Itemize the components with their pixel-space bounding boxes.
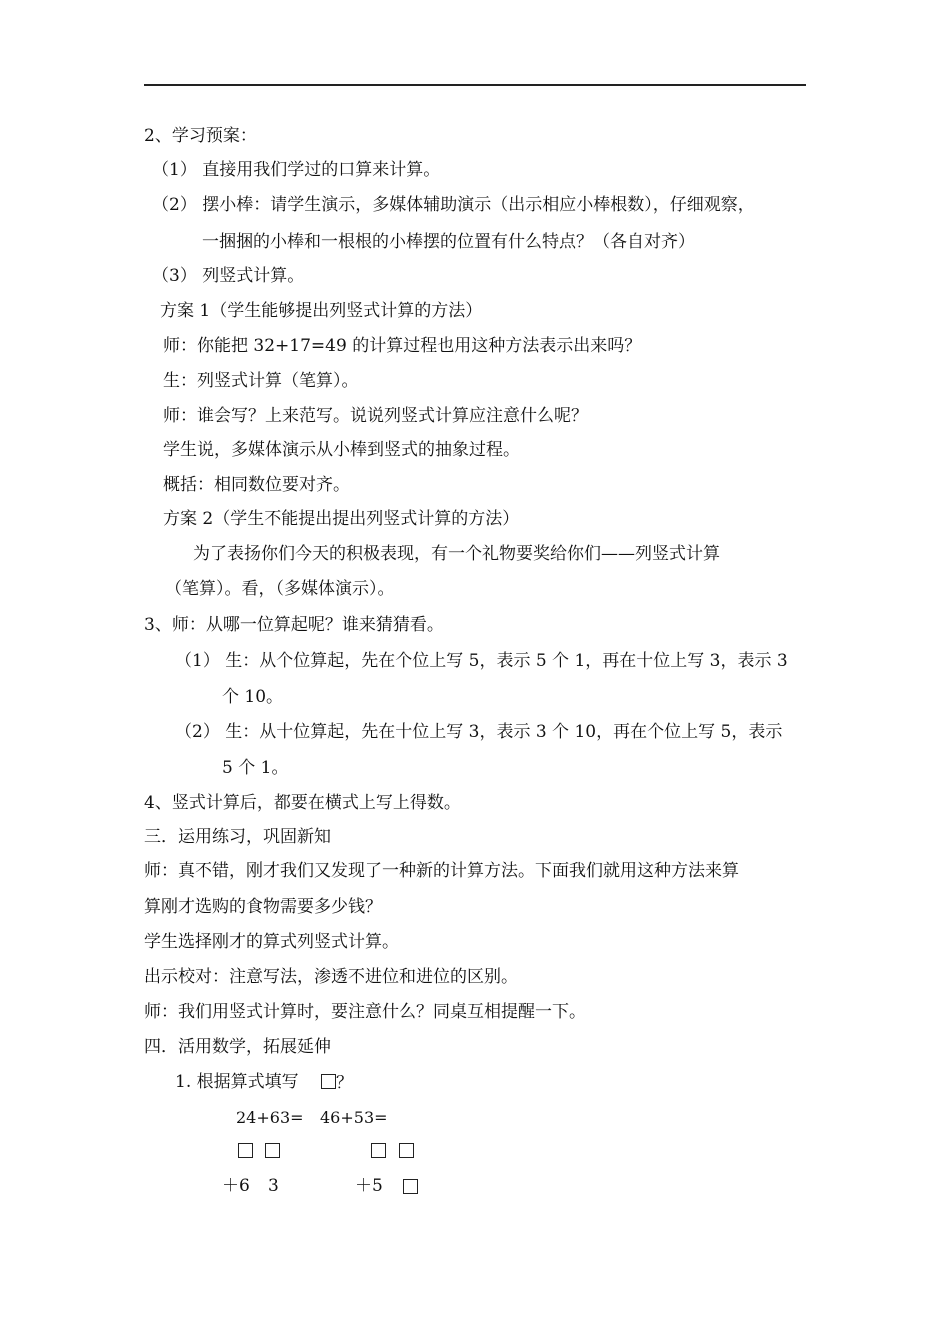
text-line: 师：真不错，刚才我们又发现了一种新的计算方法。下面我们就用这种方法来算 bbox=[144, 861, 739, 881]
addend-b: ＋5 bbox=[355, 1176, 383, 1196]
text-line: 方案 1（学生能够提出列竖式计算的方法） bbox=[160, 301, 483, 321]
text-line: （笔算）。看，（多媒体演示）。 bbox=[165, 579, 395, 599]
text-line: 学生选择刚才的算式列竖式计算。 bbox=[144, 932, 399, 952]
text-line: （1） 直接用我们学过的口算来计算。 bbox=[152, 160, 441, 180]
text-line: 1. 根据算式填写 bbox=[175, 1072, 299, 1092]
text-line: 方案 2（学生不能提出提出列竖式计算的方法） bbox=[163, 509, 520, 529]
text-line: 师：谁会写？上来范写。说说列竖式计算应注意什么呢？ bbox=[163, 406, 588, 426]
text-line: （2） 摆小棒：请学生演示，多媒体辅助演示（出示相应小棒根数），仔细观察， bbox=[152, 195, 755, 215]
text-line: 3、师：从哪一位算起呢？谁来猜猜看。 bbox=[144, 615, 444, 635]
blank-box-a-tens bbox=[238, 1143, 253, 1158]
text-line: 2、学习预案： bbox=[144, 126, 257, 146]
blank-box bbox=[321, 1074, 336, 1089]
text-line: 4、竖式计算后，都要在横式上写上得数。 bbox=[144, 793, 461, 813]
expression-2: 46+53= bbox=[320, 1108, 388, 1127]
text-line: 四．活用数学，拓展延伸 bbox=[144, 1037, 331, 1057]
blank-box-b-tens bbox=[371, 1143, 386, 1158]
text-line: （2） 生：从十位算起，先在十位上写 3，表示 3 个 10，再在个位上写 5，表示 bbox=[175, 722, 783, 742]
text-line: 三．运用练习，巩固新知 bbox=[144, 827, 331, 847]
text-line: （1） 生：从个位算起，先在个位上写 5，表示 5 个 1，再在十位上写 3，表示 3 bbox=[175, 651, 788, 671]
blank-box-addend-b-ones bbox=[403, 1179, 418, 1194]
expression-1: 24+63= bbox=[236, 1108, 304, 1127]
text-line: 出示校对：注意写法，渗透不进位和进位的区别。 bbox=[144, 967, 518, 987]
text-line: （3） 列竖式计算。 bbox=[152, 266, 305, 286]
blank-box-a-ones bbox=[265, 1143, 280, 1158]
header-rule bbox=[144, 84, 806, 86]
exercise-prompt-suffix: ？ bbox=[321, 1074, 353, 1092]
text-line: 生：列竖式计算（笔算）。 bbox=[163, 371, 359, 391]
text-line: 为了表扬你们今天的积极表现，有一个礼物要奖给你们——列竖式计算 bbox=[193, 544, 720, 564]
text-line: 师：你能把 32+17=49 的计算过程也用这种方法表示出来吗？ bbox=[163, 336, 642, 356]
text-line: 一捆捆的小棒和一根根的小棒摆的位置有什么特点？（各自对齐） bbox=[202, 232, 695, 252]
addend-a-ones: 3 bbox=[268, 1176, 279, 1196]
text-line: 师：我们用竖式计算时，要注意什么？同桌互相提醒一下。 bbox=[144, 1002, 586, 1022]
text-line: 个 10。 bbox=[222, 687, 284, 707]
blank-box-b-ones bbox=[399, 1143, 414, 1158]
text-line: 概括：相同数位要对齐。 bbox=[163, 475, 350, 495]
addend-a: ＋6 bbox=[222, 1176, 250, 1196]
text-line: 算刚才选购的食物需要多少钱？ bbox=[144, 897, 382, 917]
text-line: 学生说，多媒体演示从小棒到竖式的抽象过程。 bbox=[163, 440, 520, 460]
text-line: 5 个 1。 bbox=[222, 758, 289, 778]
